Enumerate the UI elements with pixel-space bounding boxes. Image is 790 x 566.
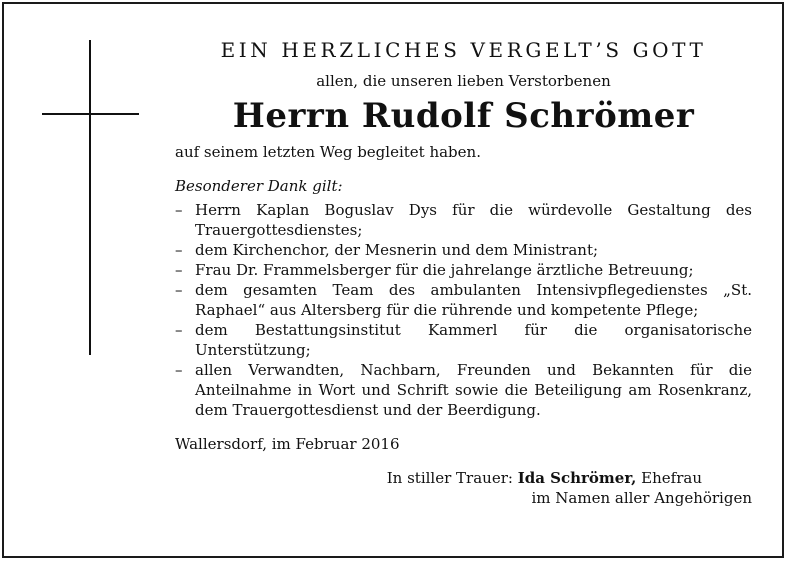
cross-icon	[89, 40, 91, 355]
signature-name: Ida Schrömer,	[517, 469, 637, 487]
thanks-list	[175, 200, 752, 420]
thanks-item: – allen Verwandten, Nachbarn, Freunden und Bekannten für die Anteilnahme in Wort und Schrift sowie die Beteiligung am Rosenkranz, dem Trauergottesdienst und der Beerdigung.	[175, 360, 752, 420]
signature-line-1	[175, 468, 752, 488]
heading: EIN HERZLICHES VERGELT’S GOTT	[220, 38, 707, 62]
place-date: Wallersdorf, im Februar 2016	[175, 435, 400, 453]
after-name-text: auf seinem letzten Weg begleitet haben.	[175, 143, 481, 161]
obituary-notice	[2, 2, 784, 558]
signature-line-2: im Namen aller Angehörigen	[531, 489, 752, 507]
thanks-item: – dem Kirchenchor, der Mesnerin und dem Ministrant;	[175, 240, 752, 260]
thanks-title: Besonderer Dank gilt:	[175, 177, 343, 195]
signature	[175, 468, 752, 508]
notice-content	[175, 4, 752, 508]
thanks-item: – Frau Dr. Frammelsberger für die jahrelange ärztliche Betreuung;	[175, 260, 752, 280]
subline: allen, die unseren lieben Verstorbenen	[316, 72, 611, 90]
signature-prefix: In stiller Trauer:	[386, 469, 513, 487]
thanks-item: – Herrn Kaplan Boguslav Dys für die würdevolle Gestaltung des Trauergottesdienstes;	[175, 200, 752, 240]
thanks-item: – dem gesamten Team des ambulanten Intensivpflegedienstes „St. Raphael“ aus Altersberg für die rührende und kompetente Pflege;	[175, 280, 752, 320]
deceased-name: Herrn Rudolf Schrömer	[232, 96, 695, 136]
cross-icon-bar	[42, 113, 139, 115]
thanks-item: – dem Bestattungsinstitut Kammerl für die organisatorische Unterstützung;	[175, 320, 752, 360]
signature-role: Ehefrau	[641, 469, 702, 487]
